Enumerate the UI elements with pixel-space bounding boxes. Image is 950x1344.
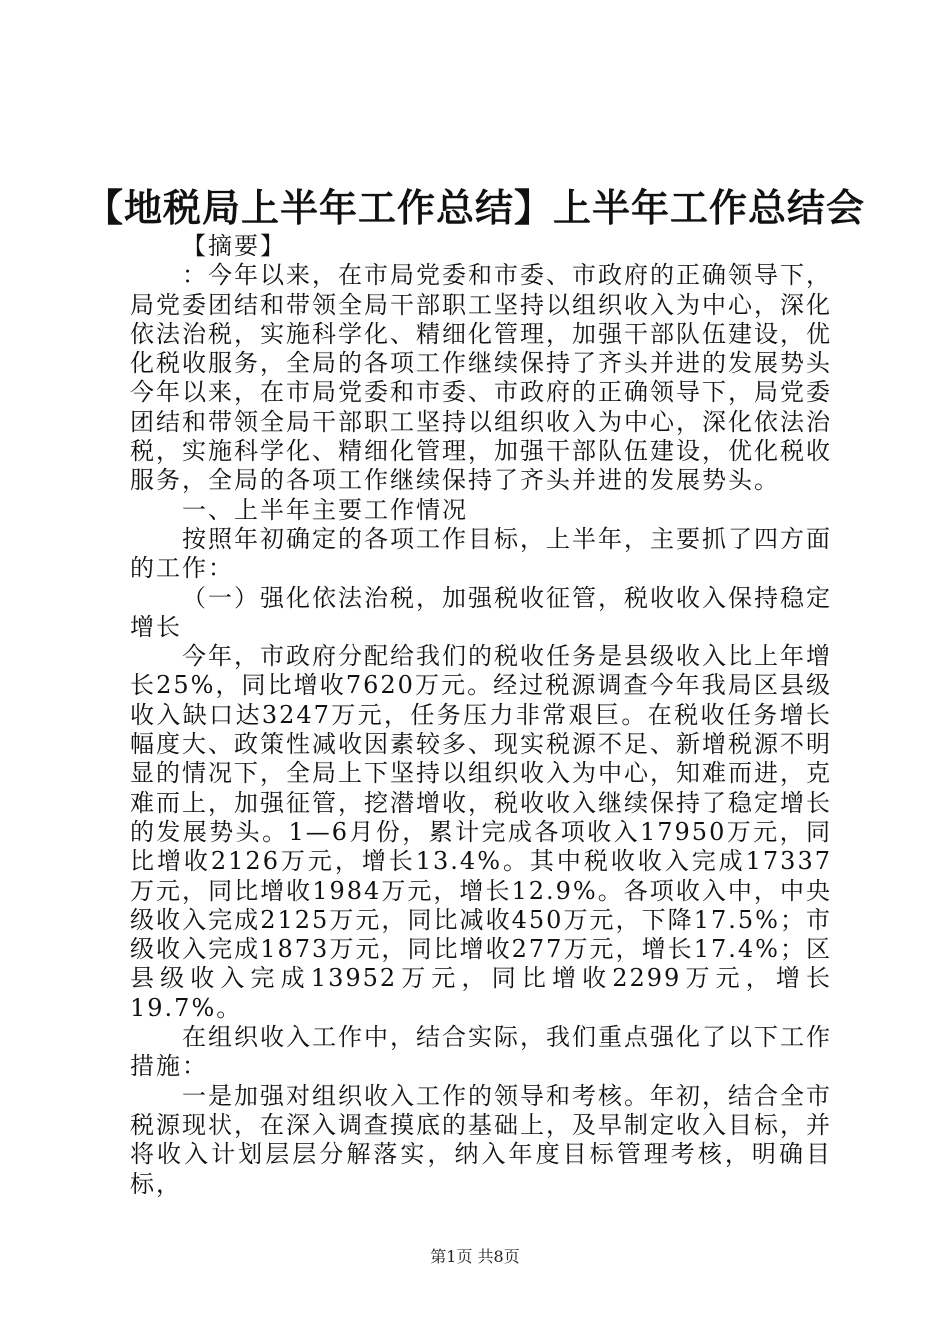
document-title: 【地税局上半年工作总结】上半年工作总结会 [84,186,865,230]
body-paragraph: 按照年初确定的各项工作目标，上半年，主要抓了四方面的工作： [130,524,832,583]
page-number: 第1页 共8页 [430,1247,520,1266]
abstract-heading: 【摘要】 [182,232,286,260]
body-paragraph: 今年，市政府分配给我们的税收任务是县级收入比上年增长25%，同比增收7620万元。经过税源调查今年我局区县级收入缺口达3247万元，任务压力非常艰巨。在税收任务增长幅度大、政策性减收因素较多、现实税源不足、新增税源不明显的情况下，全局上下坚持以组织收入为中心，知难而进，克难而上，加强征管，挖潜增收，税收收入继续保持了稳定增长的发展势头。1—6月份，累计完成各项收入17950万元，同比增收2126万元，增长13.4%。其中税收收入完成17337万元，同比增收1984万元，增长12.9%。各项收入中，中央级收入完成2125万元，同比减收450万元，下降17.5%；市级收入完成1873万元，同比增收277万元，增长17.4%；区县级收入完成13952万元，同比增收2299万元，增长19.7%。 [130,642,832,1022]
body-paragraph: 一是加强对组织收入工作的领导和考核。年初，结合全市税源现状，在深入调查摸底的基础上，及早制定收入目标，并将收入计划层层分解落实，纳入年度目标管理考核，明确目标， [130,1081,832,1198]
body-paragraph: 在组织收入工作中，结合实际，我们重点强化了以下工作措施： [130,1023,832,1081]
section-heading: 一、上半年主要工作情况 [182,495,468,524]
document-body [130,232,832,1199]
subsection-heading: （一）强化依法治税，加强税收征管，税收收入保持稳定增长 [130,583,832,641]
abstract-paragraph: ：今年以来，在市局党委和市委、市政府的正确领导下，局党委团结和带领全局干部职工坚持以组织收入为中心，深化依法治税，实施科学化、精细化管理，加强干部队伍建设，优化税收服务，全局的各项工作继续保持了齐头并进的发展势头今年以来，在市局党委和市委、市政府的正确领导下，局党委团结和带领全局干部职工坚持以组织收入为中心，深化依法治税，实施科学化、精细化管理，加强干部队伍建设，优化税收服务，全局的各项工作继续保持了齐头并进的发展势头。 [130,261,832,495]
